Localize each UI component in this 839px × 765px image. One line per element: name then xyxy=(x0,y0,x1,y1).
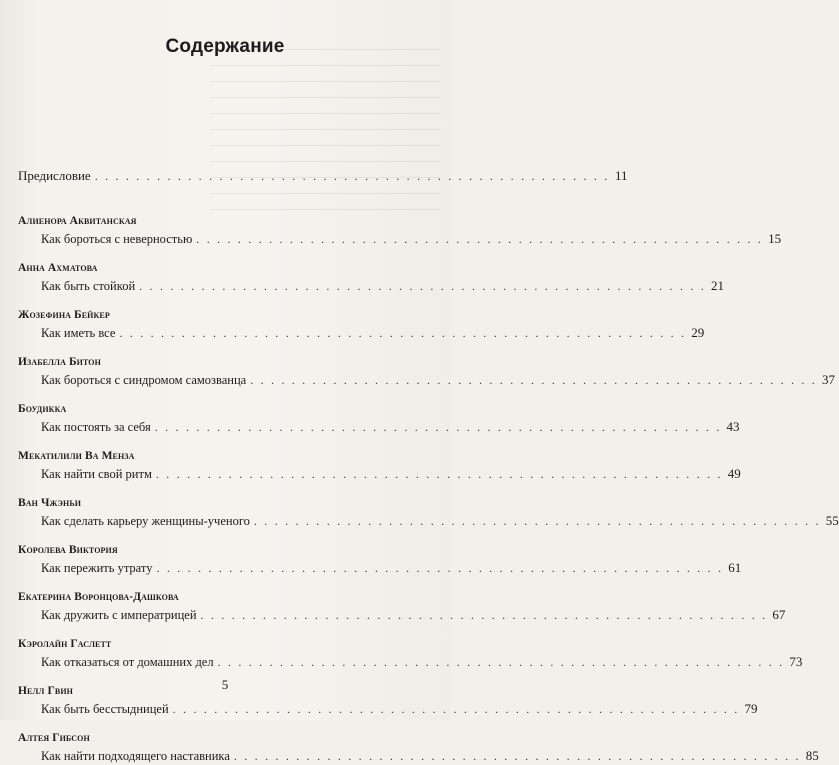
entry-author: Изабелла Битон xyxy=(18,356,101,368)
toc-entry xyxy=(18,259,724,295)
entry-title: Как постоять за себя xyxy=(41,420,151,434)
entry-title: Как бороться с неверностью xyxy=(41,232,193,246)
entry-title: Как найти подходящего наставника xyxy=(41,749,230,763)
entry-page: 73 xyxy=(789,654,803,669)
dot-leader: . . . . . . . . . . . . . . . . . . . . . . . . . . . . . . . . . . . . . . . . . . . . . . . . . . . . . . . xyxy=(250,373,818,387)
toc-entry xyxy=(18,353,836,389)
entry-author: Ван Чжэньи xyxy=(18,497,82,509)
preface-title: Предисловие xyxy=(18,168,91,183)
entry-line xyxy=(18,465,741,483)
entry-author: Алтея Гибсон xyxy=(18,732,90,744)
entry-author: Кэролайн Гаслетт xyxy=(18,638,112,650)
entry-title: Как найти свой ритм xyxy=(41,467,152,481)
entry-author: Нелл Гвин xyxy=(18,685,73,697)
table-of-contents xyxy=(18,168,839,765)
entry-page: 37 xyxy=(822,372,836,387)
dot-leader: . . . . . . . . . . . . . . . . . . . . . . . . . . . . . . . . . . . . . . . . . . . . . . . . . . . . . . . xyxy=(200,608,768,622)
entry-title: Как бороться с синдромом самозванца xyxy=(41,373,247,387)
entry-page: 61 xyxy=(728,560,742,575)
entry-title: Как отказаться от домашних дел xyxy=(41,655,214,669)
entry-page: 15 xyxy=(768,231,782,246)
entry-title: Как быть бесстыдницей xyxy=(41,702,169,716)
entry-title: Как пережить утрату xyxy=(41,561,153,575)
dot-leader: . . . . . . . . . . . . . . . . . . . . . . . . . . . . . . . . . . . . . . . . . . . . . . . . . . . . . . . xyxy=(119,326,687,340)
entry-line xyxy=(18,700,758,718)
entry-page: 21 xyxy=(710,278,724,293)
entry-line xyxy=(18,230,782,248)
toc-preface xyxy=(18,168,628,190)
entry-page: 29 xyxy=(691,325,705,340)
toc-entry xyxy=(18,306,705,342)
toc-entry xyxy=(18,212,782,248)
entry-title: Как сделать карьеру женщины-ученого xyxy=(41,514,250,528)
dot-leader: . . . . . . . . . . . . . . . . . . . . . . . . . . . . . . . . . . . . . . . . . . . . . . . . . . xyxy=(94,169,610,183)
toc-entry xyxy=(18,447,741,483)
preface-page: 11 xyxy=(614,168,628,183)
dot-leader: . . . . . . . . . . . . . . . . . . . . . . . . . . . . . . . . . . . . . . . . . . . . . . . . . . . . . . . xyxy=(156,561,724,575)
entry-title: Как иметь все xyxy=(41,326,116,340)
dot-leader: . . . . . . . . . . . . . . . . . . . . . . . . . . . . . . . . . . . . . . . . . . . . . . . . . . . . . . . xyxy=(233,749,801,763)
entry-author: Жозефина Бейкер xyxy=(18,309,110,321)
entry-author: Мекатилили Ва Менза xyxy=(18,450,135,462)
entry-author: Алиенора Аквитанская xyxy=(18,215,137,227)
entry-line xyxy=(18,418,740,436)
entry-page: 49 xyxy=(727,466,741,481)
entry-author: Королева Виктория xyxy=(18,544,118,556)
dot-leader: . . . . . . . . . . . . . . . . . . . . . . . . . . . . . . . . . . . . . . . . . . . . . . . . . . . . . . . xyxy=(155,467,723,481)
dot-leader: . . . . . . . . . . . . . . . . . . . . . . . . . . . . . . . . . . . . . . . . . . . . . . . . . . . . . . . xyxy=(217,655,785,669)
entry-line xyxy=(18,324,705,342)
entry-page: 85 xyxy=(805,748,819,763)
entry-line xyxy=(18,606,786,624)
dot-leader: . . . . . . . . . . . . . . . . . . . . . . . . . . . . . . . . . . . . . . . . . . . . . . . . . . . . . . . xyxy=(196,232,764,246)
entry-line xyxy=(18,277,724,295)
toc-entry xyxy=(18,588,786,624)
toc-entry xyxy=(18,494,839,530)
entry-line xyxy=(18,747,819,765)
entry-page: 43 xyxy=(726,419,740,434)
entry-author: Боудикка xyxy=(18,403,67,415)
page-number: 5 xyxy=(221,677,229,692)
entry-line xyxy=(18,371,836,389)
dot-leader: . . . . . . . . . . . . . . . . . . . . . . . . . . . . . . . . . . . . . . . . . . . . . . . . . . . . . . . xyxy=(154,420,722,434)
page-title: Содержание xyxy=(165,36,285,57)
toc-entry xyxy=(18,541,742,577)
dot-leader: . . . . . . . . . . . . . . . . . . . . . . . . . . . . . . . . . . . . . . . . . . . . . . . . . . . . . . . xyxy=(172,702,740,716)
entry-line xyxy=(18,653,803,671)
entry-author: Екатерина Воронцова-Дашкова xyxy=(18,591,179,603)
toc-entry xyxy=(18,729,819,765)
entry-title: Как дружить с императрицей xyxy=(41,608,197,622)
dot-leader: . . . . . . . . . . . . . . . . . . . . . . . . . . . . . . . . . . . . . . . . . . . . . . . . . . . . . . . xyxy=(139,279,706,293)
entry-line xyxy=(18,512,839,530)
entry-author: Анна Ахматова xyxy=(18,262,98,274)
entry-page: 67 xyxy=(772,607,786,622)
toc-entry xyxy=(18,400,740,436)
dot-leader: . . . . . . . . . . . . . . . . . . . . . . . . . . . . . . . . . . . . . . . . . . . . . . . . . . . . . . . xyxy=(253,514,821,528)
entry-page: 55 xyxy=(825,513,839,528)
toc-entry xyxy=(18,635,803,671)
entry-title: Как быть стойкой xyxy=(41,279,136,293)
entry-line xyxy=(18,559,742,577)
entry-page: 79 xyxy=(744,701,758,716)
